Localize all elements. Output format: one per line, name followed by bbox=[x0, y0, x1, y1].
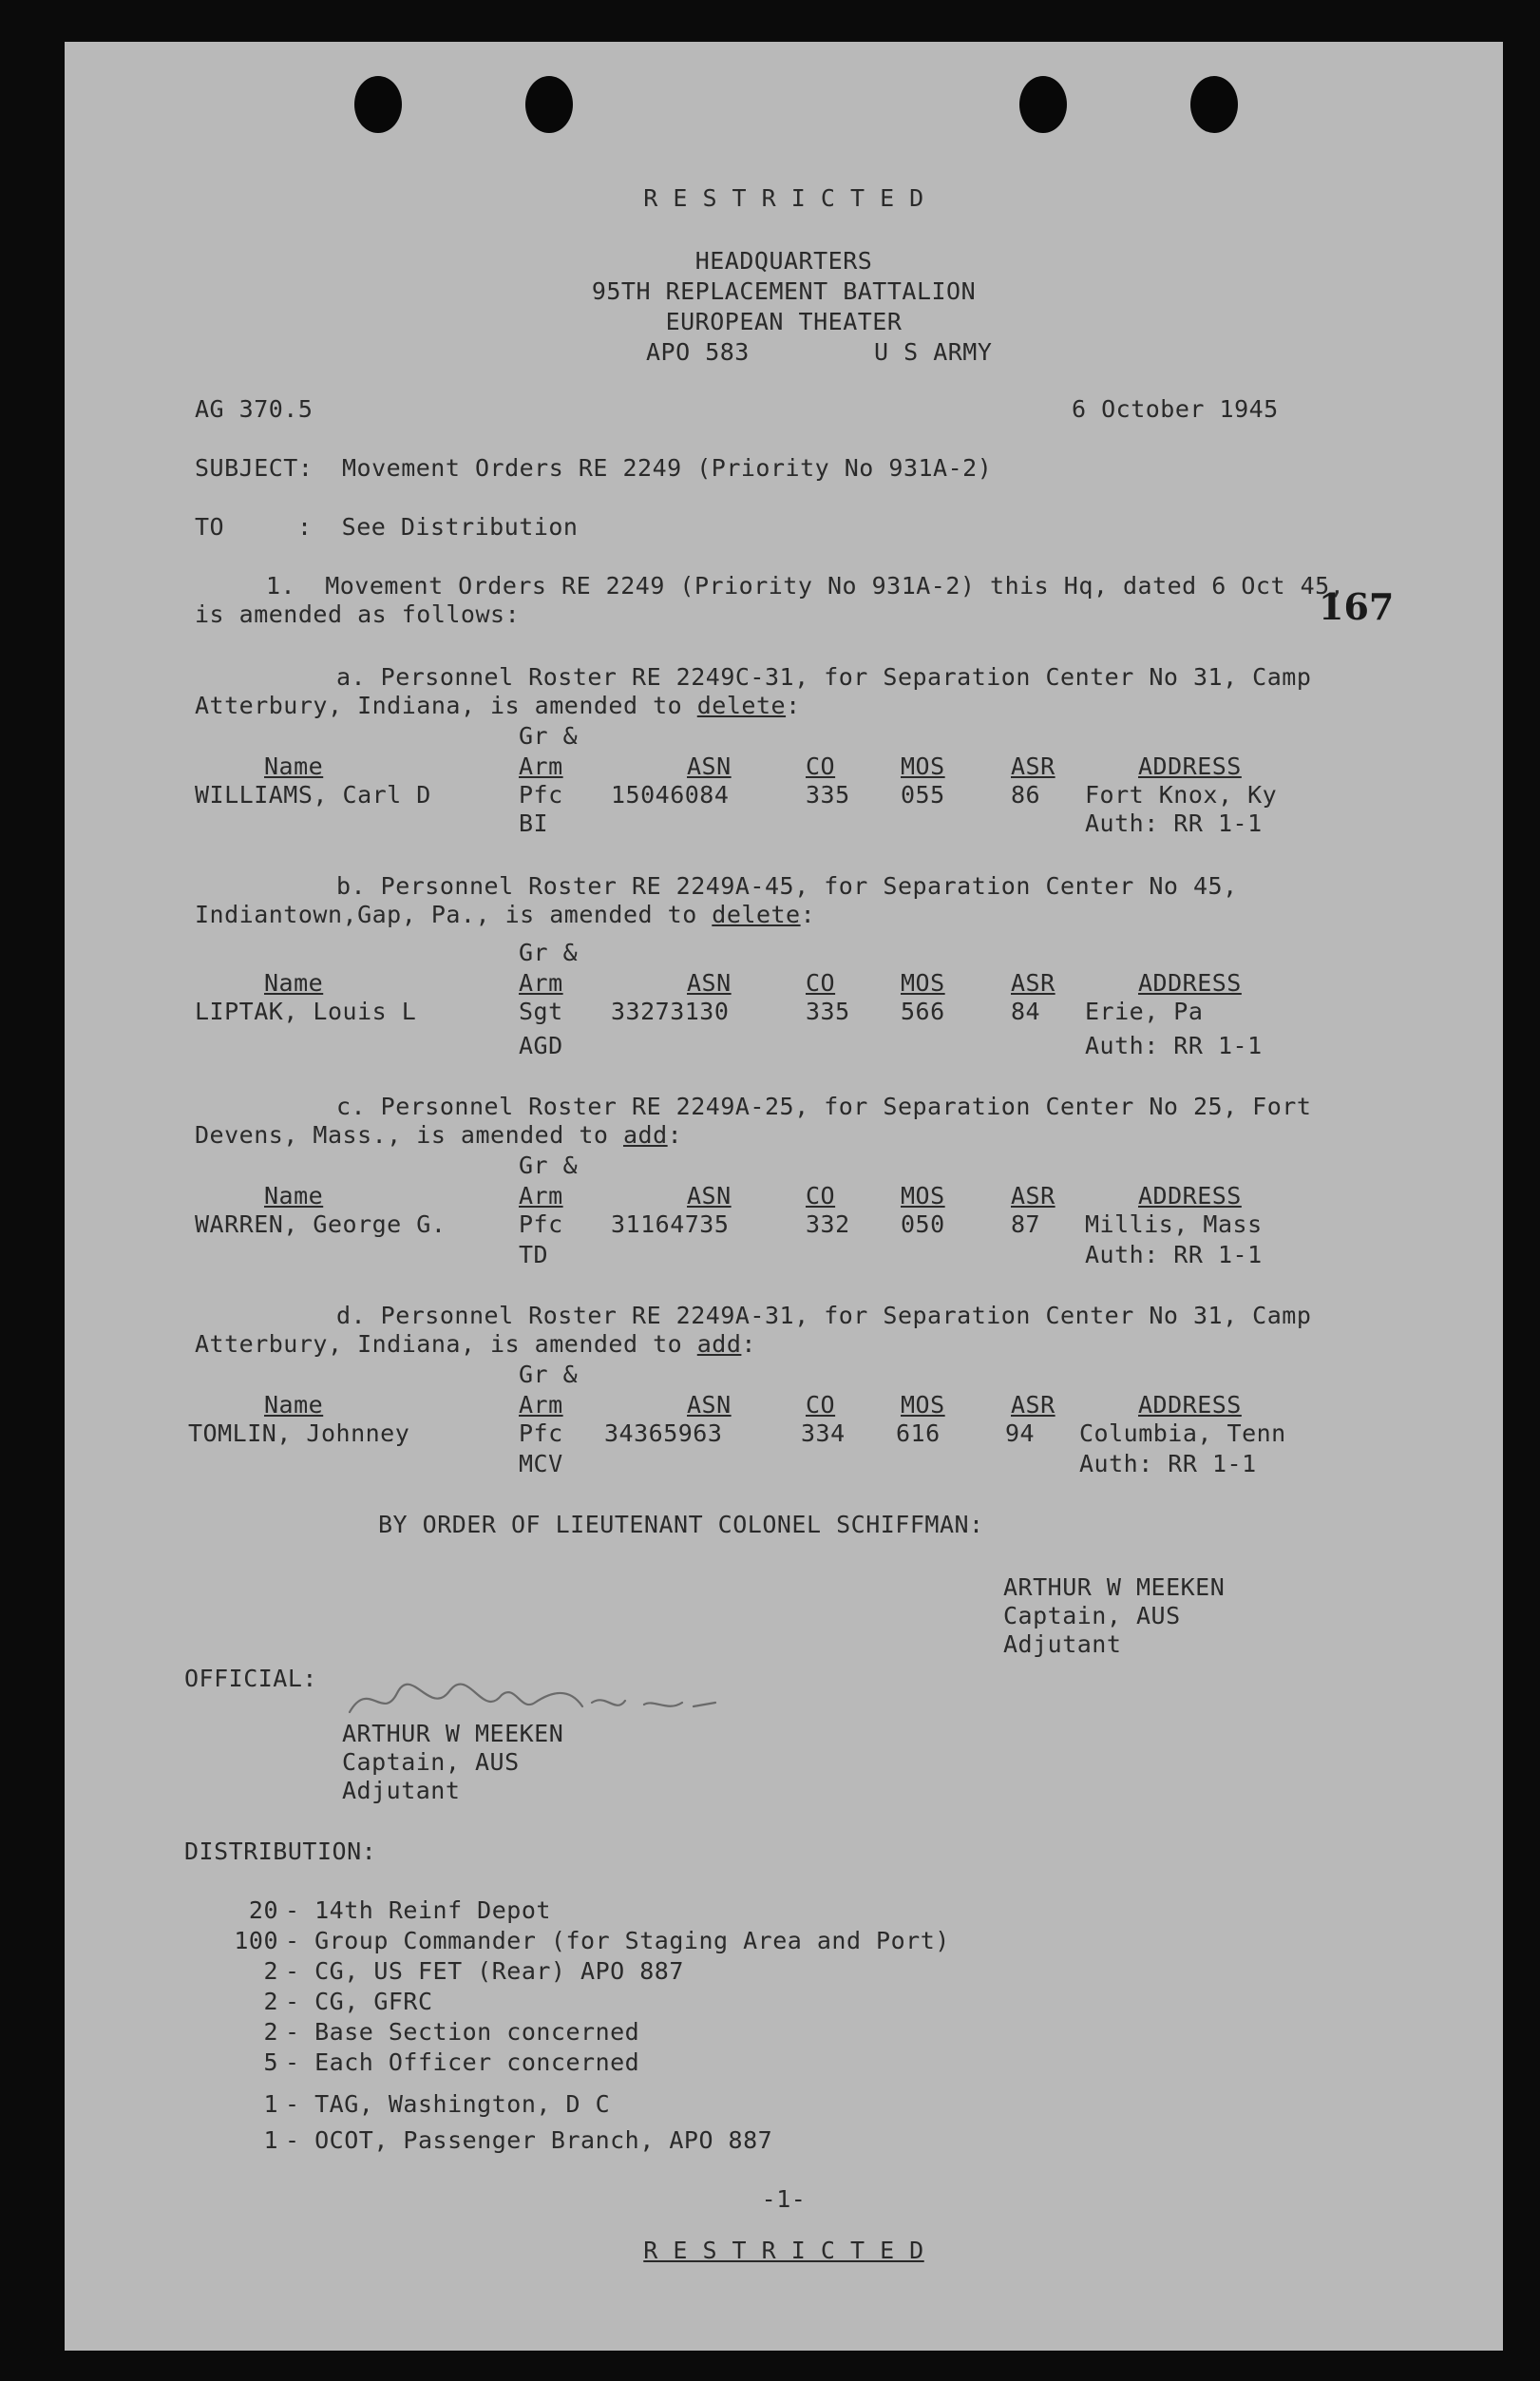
row-grade: Sgt bbox=[519, 998, 563, 1025]
header-line2: 95TH REPLACEMENT BATTALION bbox=[591, 277, 977, 305]
distribution-label: DISTRIBUTION: bbox=[184, 1838, 377, 1865]
official-name: ARTHUR W MEEKEN bbox=[342, 1720, 564, 1747]
section-line2: Devens, Mass., is amended to add: bbox=[195, 1121, 683, 1149]
to-label: TO bbox=[195, 513, 225, 541]
distribution-qty: 100 bbox=[234, 1927, 278, 1954]
col-asn: ASN bbox=[687, 1182, 732, 1210]
distribution-qty: 1 bbox=[263, 2090, 278, 2118]
row-asr: 94 bbox=[1005, 1419, 1036, 1447]
section-line1: a. Personnel Roster RE 2249C-31, for Separation Center No 31, Camp bbox=[336, 663, 1312, 691]
row-name: LIPTAK, Louis L bbox=[195, 998, 417, 1025]
section-line2: Atterbury, Indiana, is amended to add: bbox=[195, 1330, 756, 1358]
distribution-item: - 14th Reinf Depot bbox=[285, 1896, 551, 1924]
distribution-item: - TAG, Washington, D C bbox=[285, 2090, 611, 2118]
col-arm: Arm bbox=[519, 1182, 563, 1210]
header-line3: EUROPEAN THEATER bbox=[665, 308, 903, 335]
section-line1: d. Personnel Roster RE 2249A-31, for Separation Center No 31, Camp bbox=[336, 1302, 1312, 1329]
row-co: 332 bbox=[806, 1210, 850, 1238]
punch-hole bbox=[1019, 76, 1067, 133]
classification-bottom: R E S T R I C T E D bbox=[643, 2237, 924, 2264]
col-asr: ASR bbox=[1011, 752, 1055, 780]
row-address: Fort Knox, Ky bbox=[1085, 781, 1278, 809]
to-value: : See Distribution bbox=[297, 513, 579, 541]
row-mos: 050 bbox=[901, 1210, 945, 1238]
distribution-item: - Each Officer concerned bbox=[285, 2048, 640, 2076]
distribution-qty: 2 bbox=[263, 1988, 278, 2015]
col-address: ADDRESS bbox=[1138, 1182, 1242, 1210]
col-address: ADDRESS bbox=[1138, 1391, 1242, 1419]
row-name: WARREN, George G. bbox=[195, 1210, 447, 1238]
date: 6 October 1945 bbox=[1072, 395, 1279, 423]
col-asn: ASN bbox=[687, 752, 732, 780]
col-asr: ASR bbox=[1011, 1182, 1055, 1210]
classification-top: R E S T R I C T E D bbox=[643, 184, 924, 212]
col-name: Name bbox=[264, 1391, 324, 1419]
row-mos: 616 bbox=[896, 1419, 941, 1447]
row-auth: Auth: RR 1-1 bbox=[1085, 1032, 1263, 1059]
row-asn: 31164735 bbox=[611, 1210, 730, 1238]
section-line2: Atterbury, Indiana, is amended to delete: bbox=[195, 692, 801, 719]
col-asn: ASN bbox=[687, 969, 732, 997]
col-co: CO bbox=[806, 1182, 836, 1210]
punch-hole bbox=[1190, 76, 1238, 133]
row-mos: 055 bbox=[901, 781, 945, 809]
row-arm: TD bbox=[519, 1241, 549, 1268]
col-arm: Arm bbox=[519, 969, 563, 997]
col-asr: ASR bbox=[1011, 1391, 1055, 1419]
col-mos: MOS bbox=[901, 969, 945, 997]
row-auth: Auth: RR 1-1 bbox=[1079, 1450, 1257, 1477]
col-mos: MOS bbox=[901, 752, 945, 780]
row-asn: 33273130 bbox=[611, 998, 730, 1025]
col-asr: ASR bbox=[1011, 969, 1055, 997]
row-asr: 84 bbox=[1011, 998, 1041, 1025]
row-grade: Pfc bbox=[519, 781, 563, 809]
col-name: Name bbox=[264, 752, 324, 780]
row-asr: 86 bbox=[1011, 781, 1041, 809]
row-asn: 34365963 bbox=[604, 1419, 723, 1447]
header-apo: APO 583 bbox=[646, 338, 750, 366]
row-name: TOMLIN, Johnney bbox=[188, 1419, 410, 1447]
section-line2: Indiantown,Gap, Pa., is amended to delete: bbox=[195, 901, 816, 928]
official-title: Adjutant bbox=[342, 1777, 461, 1804]
row-arm: BI bbox=[519, 810, 549, 837]
page-stamp: 167 bbox=[1319, 585, 1395, 628]
punch-hole bbox=[354, 76, 402, 133]
row-co: 334 bbox=[801, 1419, 846, 1447]
col-grade-arm: Gr & bbox=[519, 722, 579, 750]
col-address: ADDRESS bbox=[1138, 969, 1242, 997]
signer-title: Adjutant bbox=[1003, 1630, 1122, 1658]
page-number: -1- bbox=[761, 2185, 807, 2213]
section-line1: c. Personnel Roster RE 2249A-25, for Separation Center No 25, Fort bbox=[336, 1093, 1312, 1120]
distribution-qty: 5 bbox=[263, 2048, 278, 2076]
row-address: Columbia, Tenn bbox=[1079, 1419, 1286, 1447]
subject: Movement Orders RE 2249 (Priority No 931A-2) bbox=[342, 454, 993, 482]
col-co: CO bbox=[806, 1391, 836, 1419]
row-co: 335 bbox=[806, 781, 850, 809]
distribution-item: - CG, GFRC bbox=[285, 1988, 433, 2015]
row-mos: 566 bbox=[901, 998, 945, 1025]
subject-label: SUBJECT: bbox=[195, 454, 314, 482]
distribution-qty: 1 bbox=[263, 2126, 278, 2154]
section-line1: b. Personnel Roster RE 2249A-45, for Separation Center No 45, bbox=[336, 872, 1238, 900]
row-name: WILLIAMS, Carl D bbox=[195, 781, 431, 809]
reference: AG 370.5 bbox=[195, 395, 314, 423]
col-mos: MOS bbox=[901, 1182, 945, 1210]
distribution-item: - Group Commander (for Staging Area and Port) bbox=[285, 1927, 950, 1954]
row-address: Millis, Mass bbox=[1085, 1210, 1263, 1238]
paragraph-1-line2: is amended as follows: bbox=[195, 600, 521, 628]
col-address: ADDRESS bbox=[1138, 752, 1242, 780]
document-page bbox=[65, 42, 1503, 2351]
distribution-item: - CG, US FET (Rear) APO 887 bbox=[285, 1957, 684, 1985]
row-address: Erie, Pa bbox=[1085, 998, 1204, 1025]
signer-name: ARTHUR W MEEKEN bbox=[1003, 1573, 1226, 1601]
row-arm: AGD bbox=[519, 1032, 563, 1059]
distribution-qty: 2 bbox=[263, 2018, 278, 2046]
col-mos: MOS bbox=[901, 1391, 945, 1419]
row-auth: Auth: RR 1-1 bbox=[1085, 810, 1263, 837]
col-asn: ASN bbox=[687, 1391, 732, 1419]
col-name: Name bbox=[264, 969, 324, 997]
col-grade-arm: Gr & bbox=[519, 939, 579, 966]
col-grade-arm: Gr & bbox=[519, 1361, 579, 1388]
col-arm: Arm bbox=[519, 752, 563, 780]
col-grade-arm: Gr & bbox=[519, 1152, 579, 1179]
row-grade: Pfc bbox=[519, 1419, 563, 1447]
distribution-item: - Base Section concerned bbox=[285, 2018, 640, 2046]
col-arm: Arm bbox=[519, 1391, 563, 1419]
header-army: U S ARMY bbox=[874, 338, 993, 366]
distribution-qty: 2 bbox=[263, 1957, 278, 1985]
row-arm: MCV bbox=[519, 1450, 563, 1477]
signer-rank: Captain, AUS bbox=[1003, 1602, 1181, 1629]
punch-hole bbox=[525, 76, 573, 133]
row-co: 335 bbox=[806, 998, 850, 1025]
order-line: BY ORDER OF LIEUTENANT COLONEL SCHIFFMAN: bbox=[378, 1511, 984, 1538]
distribution-qty: 20 bbox=[248, 1896, 278, 1924]
col-name: Name bbox=[264, 1182, 324, 1210]
header-line1: HEADQUARTERS bbox=[694, 247, 873, 275]
col-co: CO bbox=[806, 752, 836, 780]
row-auth: Auth: RR 1-1 bbox=[1085, 1241, 1263, 1268]
row-asr: 87 bbox=[1011, 1210, 1041, 1238]
row-grade: Pfc bbox=[519, 1210, 563, 1238]
col-co: CO bbox=[806, 969, 836, 997]
official-rank: Captain, AUS bbox=[342, 1748, 520, 1776]
paragraph-1-line1: 1. Movement Orders RE 2249 (Priority No 931A-2) this Hq, dated 6 Oct 45, bbox=[266, 572, 1345, 600]
row-asn: 15046084 bbox=[611, 781, 730, 809]
distribution-item: - OCOT, Passenger Branch, APO 887 bbox=[285, 2126, 773, 2154]
official-label: OFFICIAL: bbox=[184, 1665, 317, 1692]
